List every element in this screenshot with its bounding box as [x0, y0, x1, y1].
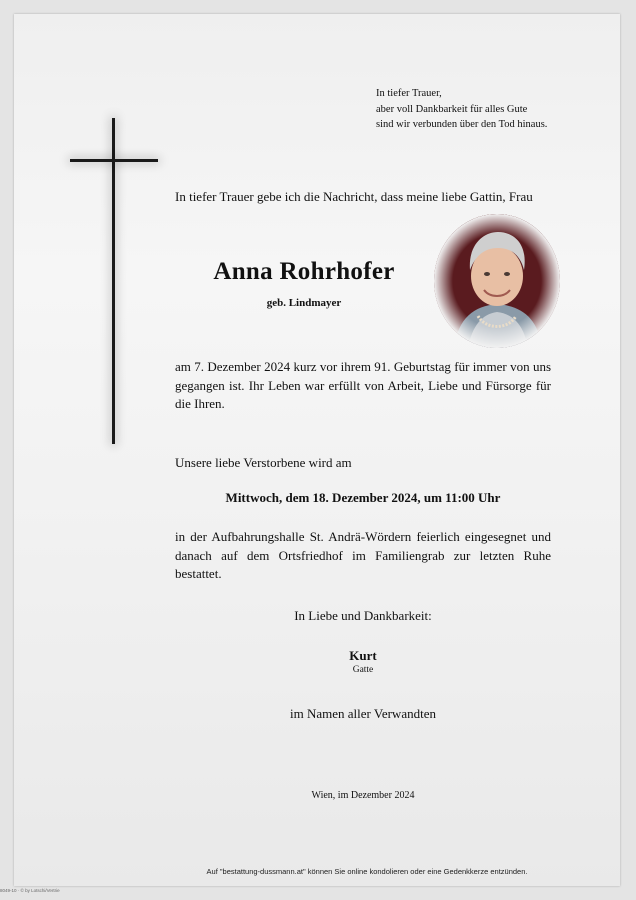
passing-text: am 7. Dezember 2024 kurz vor ihrem 91. Geburtstag für immer von uns gegangen ist. Ihr Leben war erfüllt von Arbeit, Liebe und Fürsorge für die Ihren.: [175, 359, 551, 411]
motto-line-3: sind wir verbunden über den Tod hinaus.: [376, 119, 548, 130]
signer-role: Gatte: [352, 665, 374, 675]
portrait-photo: [434, 214, 560, 348]
closing-greeting: In Liebe und Dankbarkeit:: [294, 608, 432, 623]
deceased-name: Anna Rohrhofer: [213, 258, 395, 285]
signer-name: Kurt: [349, 648, 377, 663]
funeral-details: in der Aufbahrungshalle St. Andrä-Wördern feierlich eingesegnet und danach auf dem Ortsfriedhof im Familiengrab zur letzten Ruhe bestattet.: [175, 529, 551, 581]
print-code: 8049-10 · © by Lotschi/Vertrie: [0, 888, 60, 893]
announcement-intro: In tiefer Trauer gebe ich die Nachricht, dass meine liebe Gattin, Frau: [175, 189, 533, 204]
parte-card: [14, 14, 620, 886]
funeral-intro: Unsere liebe Verstorbene wird am: [175, 455, 352, 470]
cross-icon: [112, 118, 115, 444]
place-date: Wien, im Dezember 2024: [311, 790, 415, 801]
cross-icon-bar: [70, 159, 158, 162]
maiden-name: geb. Lindmayer: [266, 297, 342, 309]
funeral-date: Mittwoch, dem 18. Dezember 2024, um 11:00 Uhr: [225, 490, 501, 505]
footer-note: Auf "bestattung-dussmann.at" können Sie online kondolieren oder eine Gedenkkerze entzünden.: [206, 867, 528, 876]
motto: [376, 86, 596, 133]
motto-line-2: aber voll Dankbarkeit für alles Gute: [376, 103, 528, 115]
portrait-illustration: [434, 214, 560, 348]
relatives-line: im Namen aller Verwandten: [290, 706, 436, 721]
motto-line-1: In tiefer Trauer,: [376, 88, 442, 99]
